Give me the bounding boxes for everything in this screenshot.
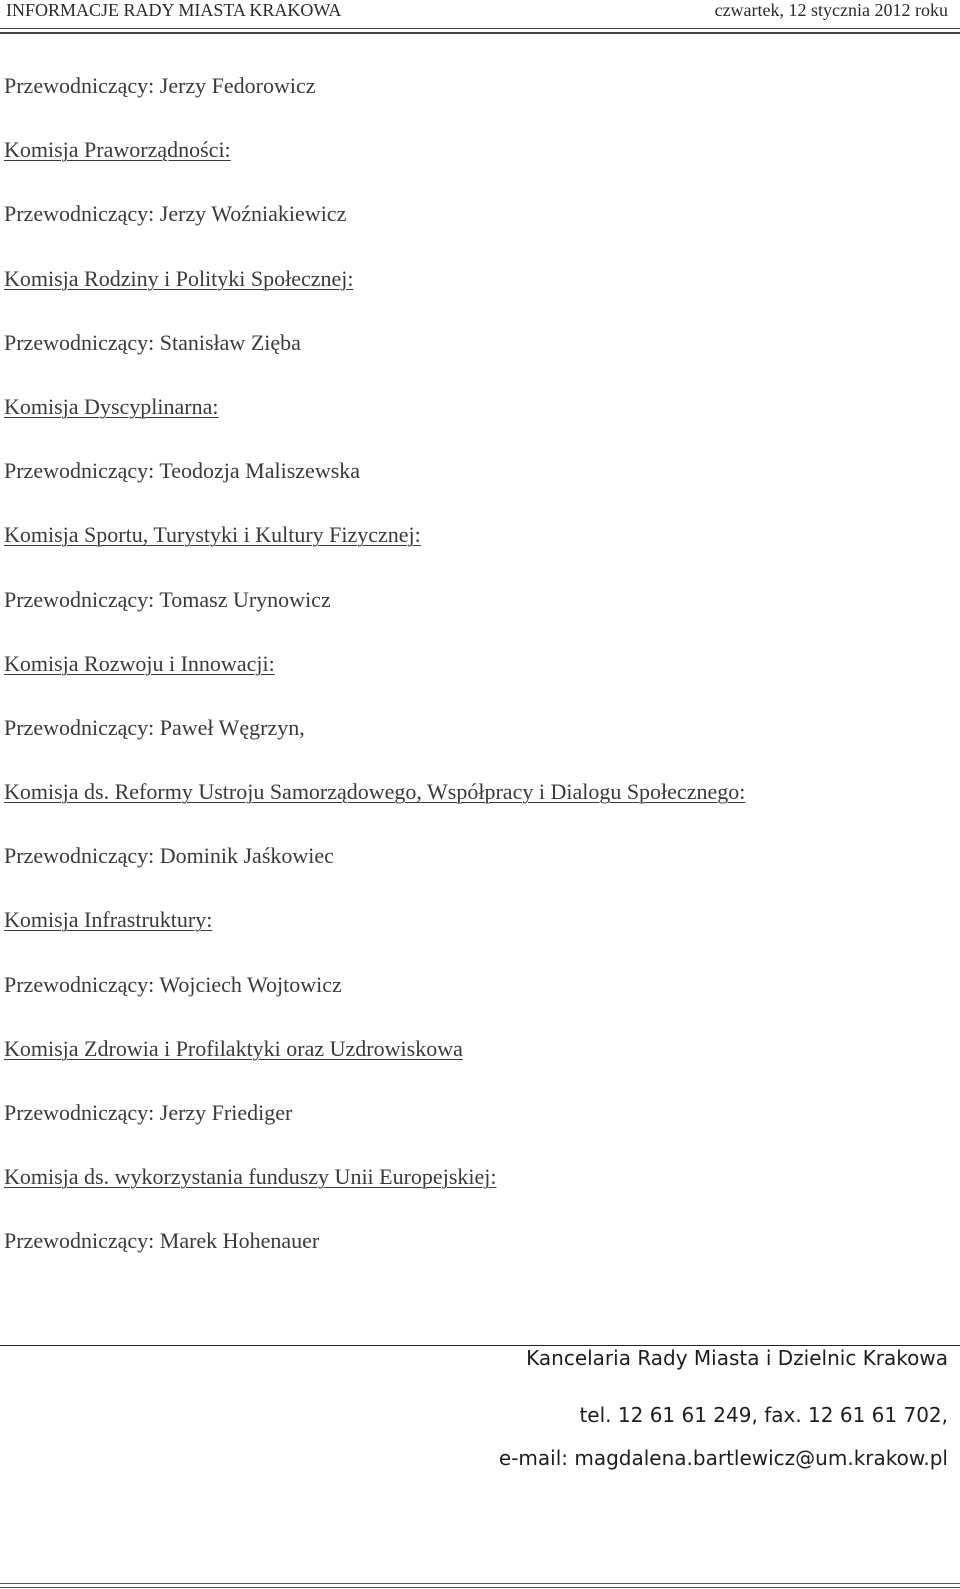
bottom-rule-2 — [0, 1587, 960, 1588]
committee-chair-text: Przewodniczący: Wojciech Wojtowicz — [4, 971, 342, 997]
committee-name-text: Komisja Sportu, Turystyki i Kultury Fizycznej: — [4, 522, 421, 548]
committee-name-text: Komisja Dyscyplinarna: — [4, 393, 219, 419]
footer-office: Kancelaria Rady Miasta i Dzielnic Krakowa — [526, 1346, 948, 1370]
committee-chair-text: Przewodniczący: Dominik Jaśkowiec — [4, 843, 334, 869]
committee-name-text: Komisja Zdrowia i Profilaktyki oraz Uzdrowiskowa — [4, 1035, 463, 1061]
committee-chair-text: Przewodniczący: Jerzy Woźniakiewicz — [4, 201, 347, 227]
committee-name-text: Komisja Praworządności: — [4, 137, 231, 163]
footer-email: e-mail: magdalena.bartlewicz@um.krakow.pl — [498, 1446, 948, 1470]
committee-name-text: Komisja Infrastruktury: — [4, 907, 213, 933]
committee-name-text: Komisja ds. wykorzystania funduszy Unii Europejskiej: — [4, 1164, 497, 1190]
footer-phone: tel. 12 61 61 249, fax. 12 61 61 702, — [579, 1403, 948, 1427]
header-date: czwartek, 12 stycznia 2012 roku — [714, 0, 948, 20]
committee-chair-text: Przewodniczący: Tomasz Urynowicz — [4, 586, 331, 612]
committee-chair-text: Przewodniczący: Marek Hohenauer — [4, 1228, 320, 1254]
committee-chair-text: Przewodniczący: Jerzy Friediger — [4, 1100, 293, 1125]
committee-chair-text: Przewodniczący: Teodozja Maliszewska — [4, 458, 361, 484]
committee-name-text: Komisja ds. Reformy Ustroju Samorządowego, Współpracy i Dialogu Społecznego: — [4, 779, 746, 805]
committee-name-text: Komisja Rodziny i Polityki Społecznej: — [4, 265, 354, 291]
bottom-rule — [0, 1583, 960, 1584]
committee-chair-text: Przewodniczący: Jerzy Fedorowicz — [4, 73, 316, 98]
committee-chair-text: Przewodniczący: Paweł Węgrzyn, — [4, 714, 305, 740]
committee-chair-text: Przewodniczący: Stanisław Zięba — [4, 329, 301, 355]
committee-name-text: Komisja Rozwoju i Innowacji: — [4, 650, 275, 676]
header-title: INFORMACJE RADY MIASTA KRAKOWA — [6, 0, 342, 20]
